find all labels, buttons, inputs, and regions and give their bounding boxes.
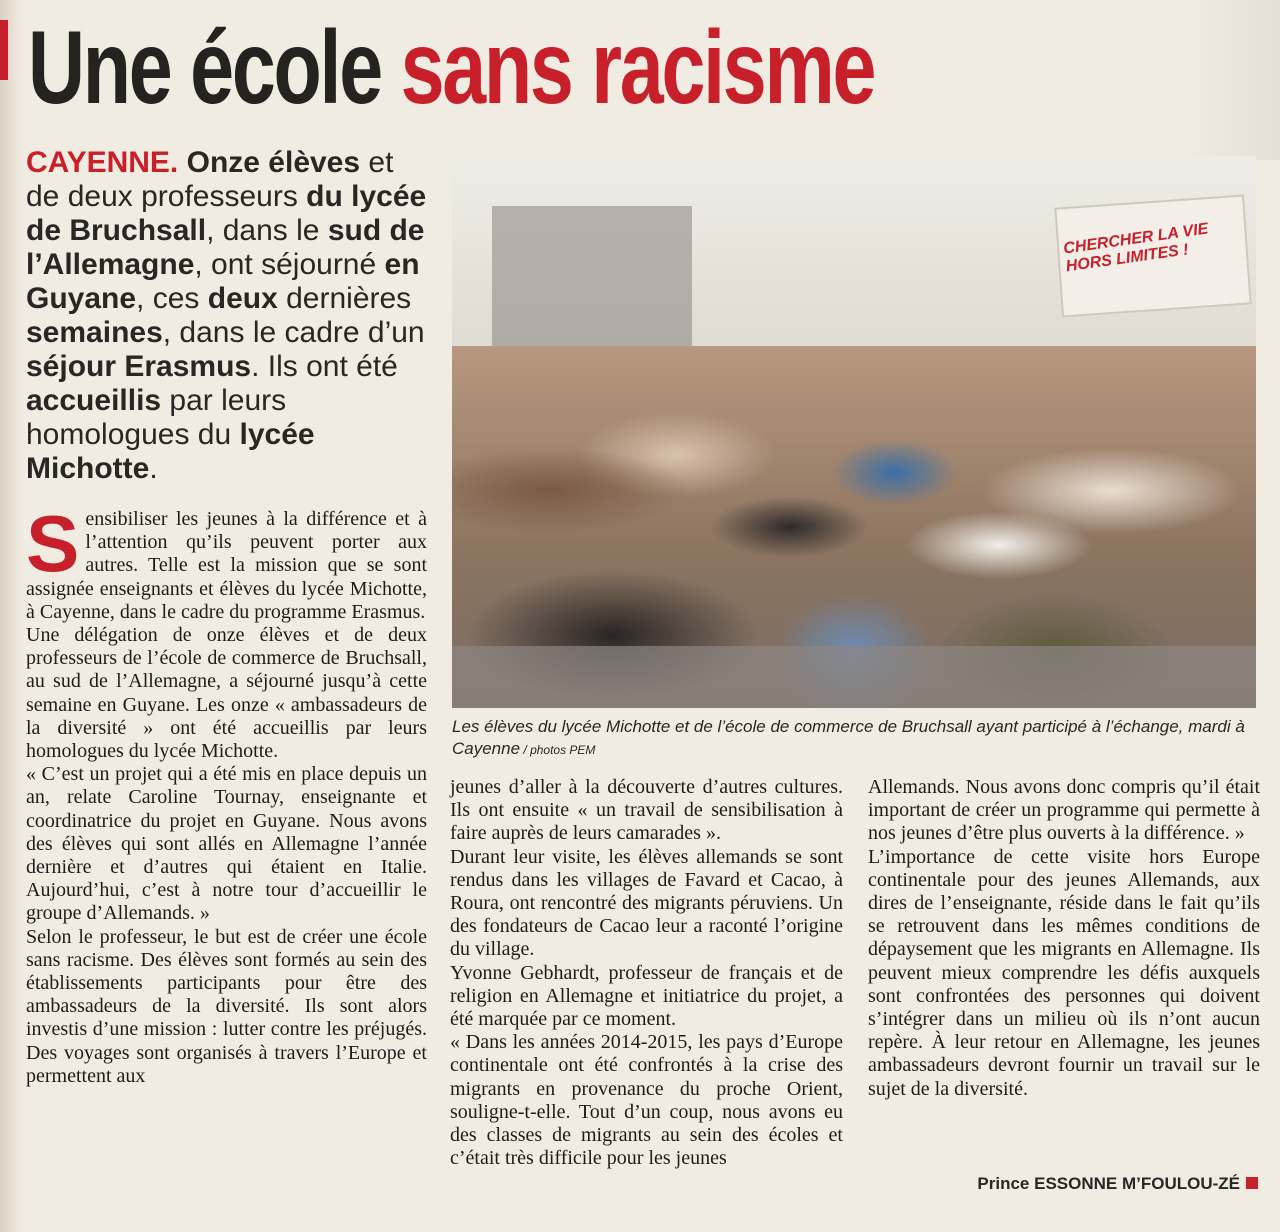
paragraph: Une délégation de onze élèves et de deux professeurs de l’école de commerce de Bruchsall, au sud de l’Allemagne, a séjourné jusqu’à cette semaine en Guyane. Les onze « ambassadeurs de la diversité » ont été accueillis par leurs homologues du lycée Michotte.: [26, 624, 427, 763]
photo-credit: / photos PEM: [520, 743, 596, 757]
author-byline: [928, 1174, 1258, 1194]
photo-caption: [452, 716, 1256, 761]
end-mark-icon: [1246, 1177, 1258, 1189]
lead-segment: par leurs homologues du: [26, 384, 287, 451]
paragraph: Durant leur visite, les élèves allemands se sont rendus dans les villages de Favard et Cacao, à Roura, ont rencontré des migrants péruviens. Un des fondateurs de Cacao leur a raconté l’origine du village.: [450, 845, 843, 961]
lead-segment: en Guyane: [26, 248, 420, 315]
lead-segment: .: [149, 452, 158, 485]
adjacent-page-bleed: [1180, 0, 1280, 160]
photo-floor: [452, 646, 1256, 708]
lead-segment: . Ils ont été: [251, 350, 398, 383]
lead-segment: , ont séjourné: [194, 248, 385, 281]
headline-part-red: sans racisme: [400, 10, 875, 126]
drop-cap: S: [26, 499, 80, 588]
lead-segment: séjour Erasmus: [26, 350, 252, 383]
lead-segment: lycée Michotte: [26, 418, 315, 485]
lead-paragraph: [26, 146, 430, 486]
paragraph: Selon le professeur, le but est de créer une école sans racisme. Des élèves sont formés au sein des établissements participants pour être des ambassadeurs de la diversité. Ils sont alors investis d’une mission : lutter contre les préjugés. Des voyages sont organisés à travers l’Europe et permettent aux: [26, 925, 427, 1087]
photo-banner-text: CHERCHER LA VIE HORS LIMITES !: [1062, 220, 1210, 276]
caption-text: Les élèves du lycée Michotte et de l’école de commerce de Bruchsall ayant participé à l’échange, mardi à Cayenne: [452, 717, 1245, 758]
lead-segment: deux: [207, 282, 278, 315]
lead-segment: CAYENNE.: [26, 146, 179, 179]
article-column-2: [450, 776, 843, 1170]
paragraph: jeunes d’aller à la découverte d’autres cultures. Ils ont ensuite « un travail de sensibilisation à faire auprès de leurs camarades ».: [450, 776, 843, 845]
section-red-tab: [0, 20, 8, 80]
lead-segment: dernières: [277, 282, 412, 315]
page-left-edge: [0, 0, 22, 1232]
paragraph: Allemands. Nous avons donc compris qu’il était important de créer un programme qui permette à nos jeunes d’être plus ouverts à la différence. »: [868, 776, 1260, 845]
paragraph: L’importance de cette visite hors Europe continentale pour des jeunes Allemands, aux dires de l’enseignante, réside dans le fait qu’ils se retrouvent dans les mêmes conditions de dépaysement que les migrants en Allemagne. Ils peuvent mieux comprendre les défis auxquels sont confrontées des personnes qui doivent s’intégrer dans un milieu où ils n’ont aucun repère. À leur retour en Allemagne, les jeunes ambassadeurs devront fournir un travail sur le sujet de la diversité.: [868, 845, 1260, 1100]
article-column-3: [868, 776, 1260, 1101]
headline: [28, 8, 875, 128]
lead-segment: semaines: [26, 316, 163, 349]
lead-segment: , dans le: [206, 214, 328, 247]
lead-segment: Onze élèves: [178, 146, 361, 179]
author-name: Prince ESSONNE M’FOULOU-ZÉ: [977, 1174, 1240, 1193]
lead-segment: du lycée de Bruchsall: [26, 180, 427, 247]
headline-part-black: Une école: [28, 10, 381, 126]
article-column-1: [26, 499, 427, 1088]
paragraph: « Dans les années 2014-2015, les pays d’Europe continentale ont été confrontés à la crise des migrants en provenance du proche Orient, souligne-t-elle. Tout d’un coup, nous avons eu des classes de migrants au sein des écoles et c’était très difficile pour les jeunes: [450, 1031, 843, 1170]
paragraph: « C’est un projet qui a été mis en place depuis un an, relate Caroline Tournay, enseignante et coordinatrice du projet en Guyane. Nous avons des élèves qui sont allés en Allemagne l’année dernière et d’autres qui étaient en Italie. Aujourd’hui, c’est à notre tour d’accueillir le groupe d’Allemands. »: [26, 763, 427, 925]
lead-segment: sud de l’Allemagne: [26, 214, 425, 281]
lead-segment: et de deux professeurs: [26, 146, 394, 213]
paragraph: Yvonne Gebhardt, professeur de français et de religion en Allemagne et initiatrice du projet, a été marquée par ce moment.: [450, 961, 843, 1031]
paragraph: ensibiliser les jeunes à la différence et à l’attention qu’ils peuvent porter aux autres. Telle est la mission que se sont assignée enseignants et élèves du lycée Michotte, à Cayenne, dans le cadre du programme Erasmus.: [26, 508, 427, 623]
group-photo: [452, 156, 1256, 708]
lead-segment: , dans le cadre d’un: [162, 316, 425, 349]
lead-segment: , ces: [136, 282, 208, 315]
lead-segment: accueillis: [26, 384, 162, 417]
